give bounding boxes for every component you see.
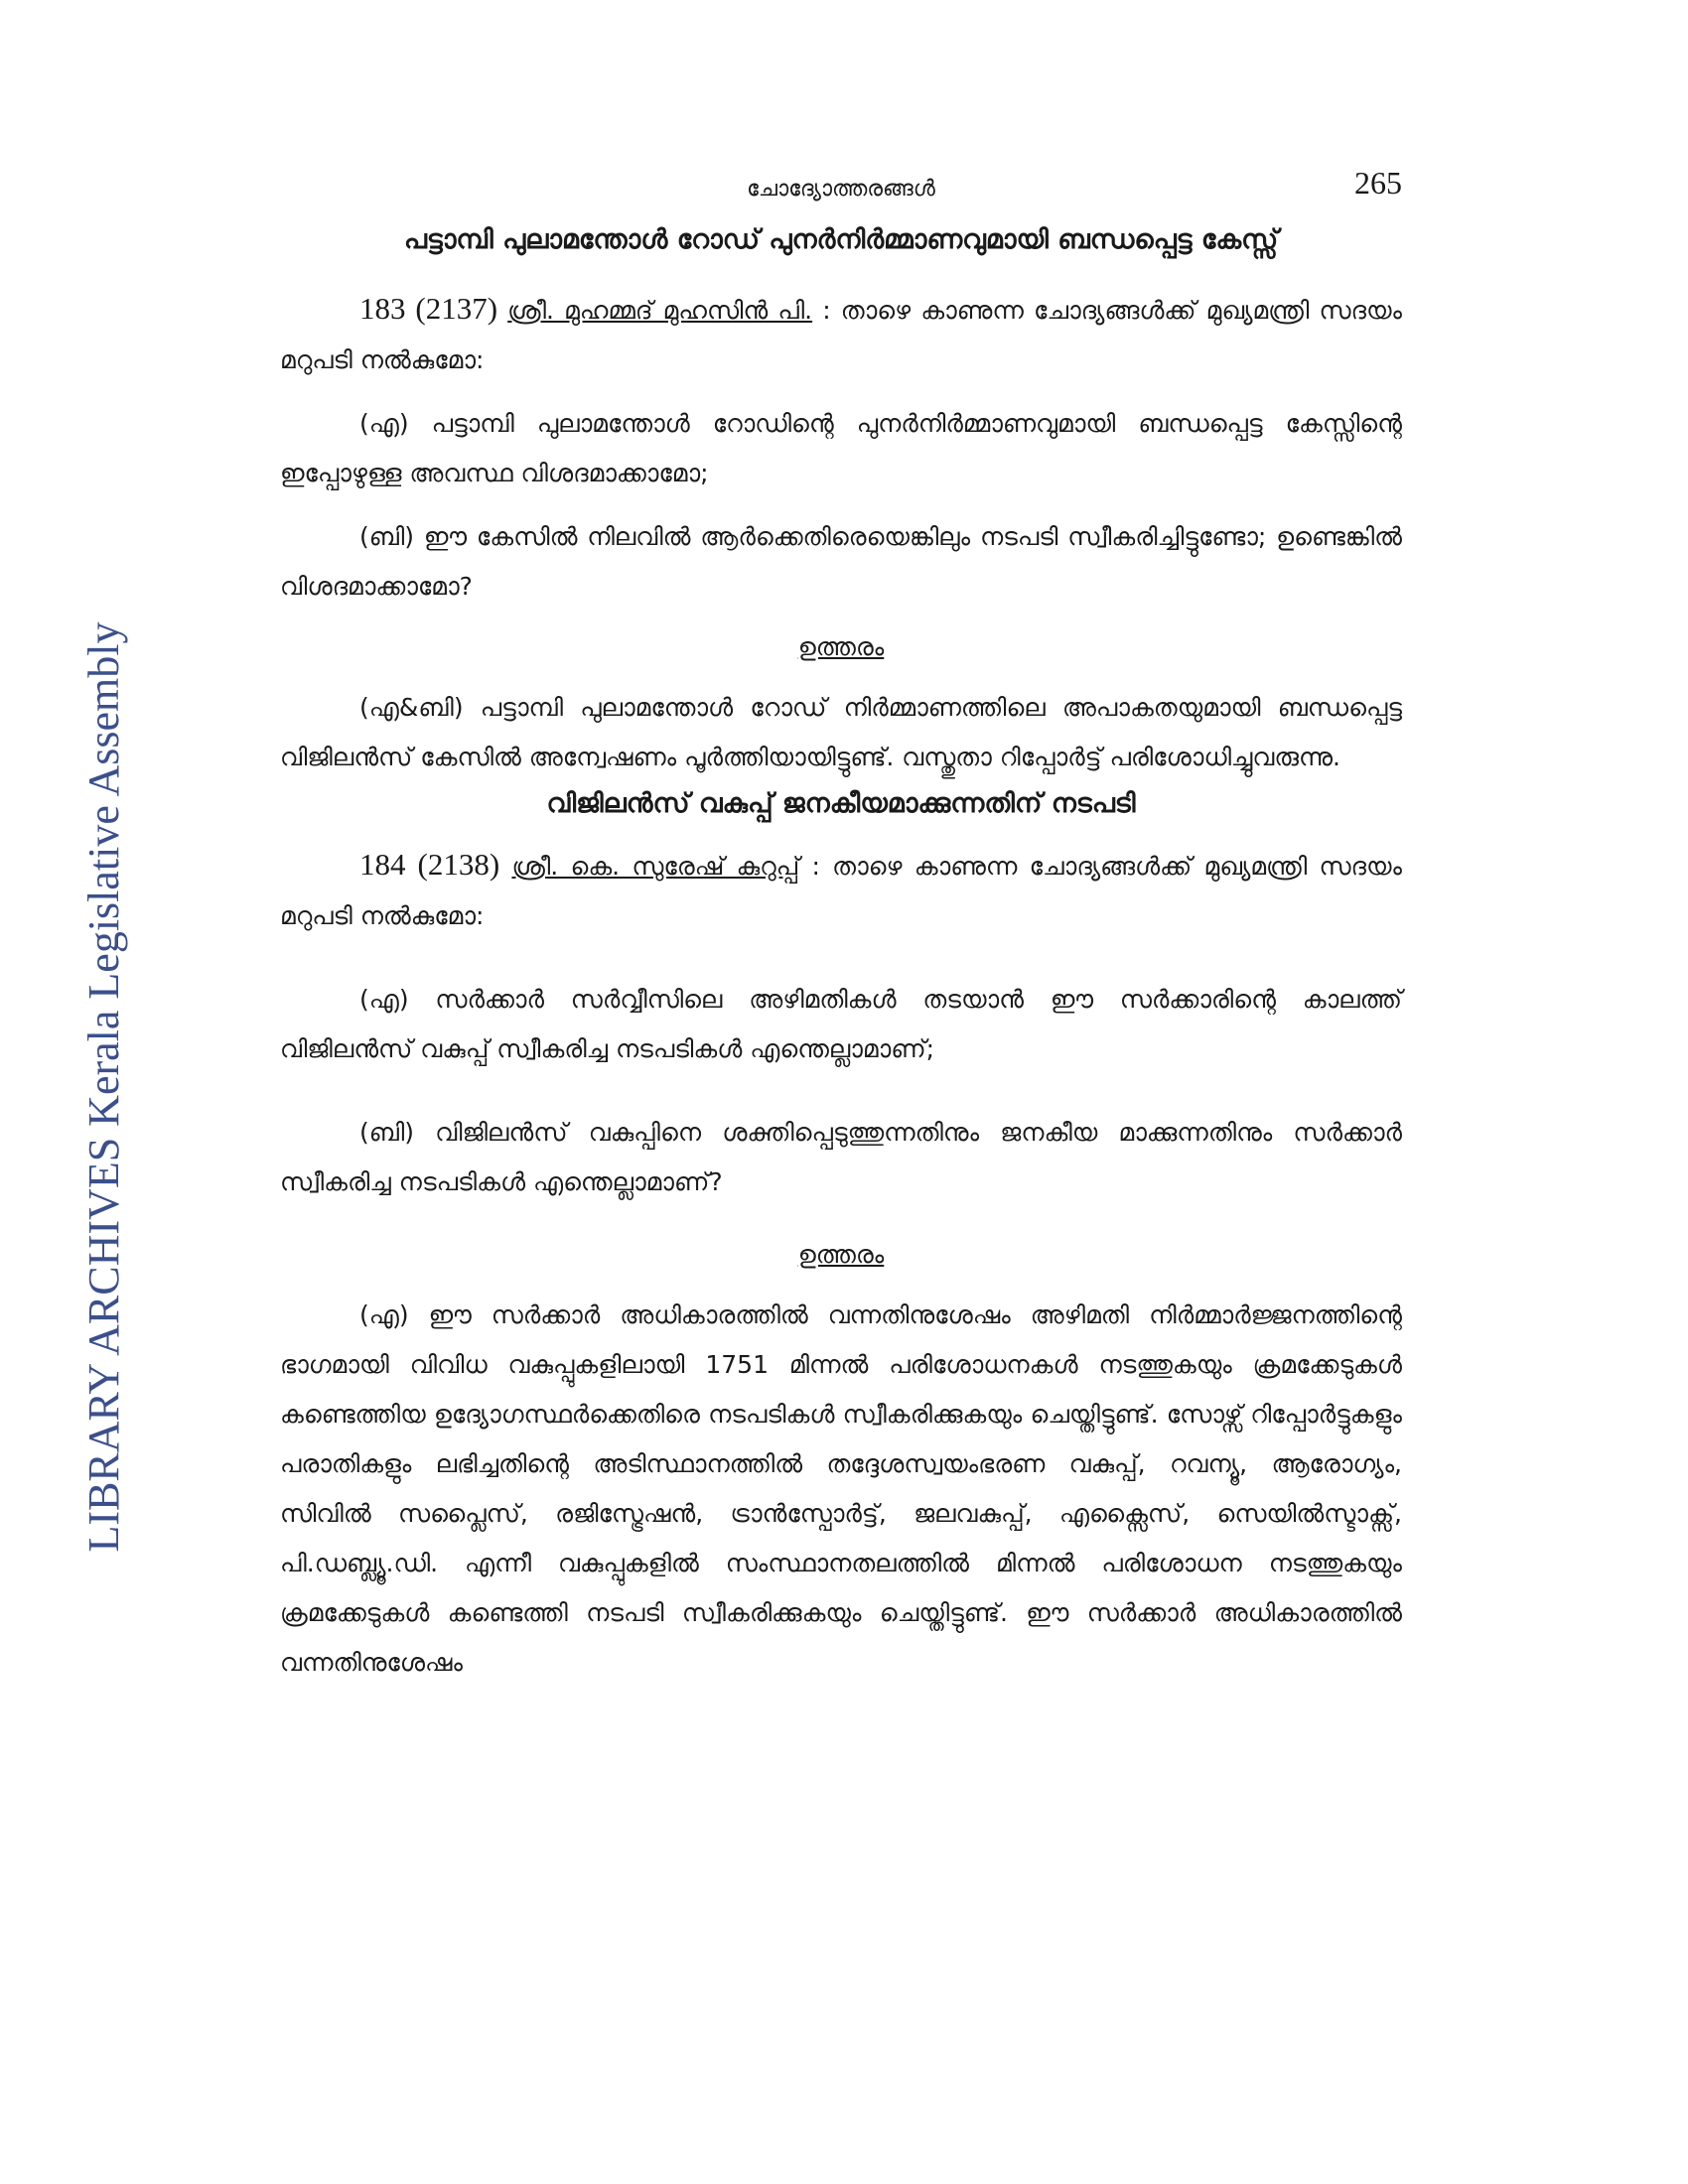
- question-intro: [280, 840, 1402, 941]
- question-heading: വിജിലൻസ് വകുപ്പ് ജനകീയമാക്കുന്നതിന് നടപടി: [546, 788, 1136, 819]
- running-title: ചോദ്യോത്തരങ്ങൾ: [747, 177, 935, 202]
- answer-label: ഉത്തരം: [797, 632, 885, 661]
- running-header: [280, 159, 1402, 218]
- archive-watermark: LIBRARY ARCHIVES Kerala Legislative Assembly: [79, 621, 128, 1553]
- member-name: ശ്രീ. കെ. സുരേഷ് കുറുപ്പ്: [511, 852, 800, 881]
- question-part-a: (എ) പട്ടാമ്പി പുലാമന്തോൾ റോഡിന്റെ പുനർനിർമ്മാണവുമായി ബന്ധപ്പെട്ട കേസ്സിന്റെ ഇപ്പോഴുള്ള അവസ്ഥ വിശദമാക്കാമോ;: [280, 409, 1402, 487]
- page-number: 265: [1354, 165, 1402, 201]
- answer-text: (എ) ഈ സർക്കാർ അധികാരത്തിൽ വന്നതിനുശേഷം അഴിമതി നിർമ്മാർജ്ജനത്തിന്റെ ഭാഗമായി വിവിധ വകുപ്പുകളിലായി 1751 മിന്നൽ പരിശോധനകൾ നടത്തുകയും ക്രമക്കേടുകൾ കണ്ടെത്തിയ ഉദ്യോഗസ്ഥർക്കെതിരെ നടപടികൾ സ്വീകരിക്കുകയും ചെയ്തിട്ടുണ്ട്. സോഴ്സ് റിപ്പോർട്ടുകളും പരാതികളും ലഭിച്ചതിന്റെ അടിസ്ഥാനത്തിൽ തദ്ദേശസ്വയംഭരണ വകുപ്പ്, റവന്യൂ, ആരോഗ്യം, സിവിൽ സപ്ലൈസ്, രജിസ്ട്രേഷൻ, ട്രാൻസ്പോർട്ട്, ജലവകുപ്പ്, എക്സൈസ്, സെയിൽസ്ടാക്സ്, പി.ഡബ്ല്യൂ.ഡി. എന്നീ വകുപ്പുകളിൽ സംസ്ഥാനതലത്തിൽ മിന്നൽ പരിശോധന നടത്തുകയും ക്രമക്കേടുകൾ കണ്ടെത്തി നടപടി സ്വീകരിക്കുകയും ചെയ്തിട്ടുണ്ട്. ഈ സർക്കാർ അധികാരത്തിൽ വന്നതിനുശേഷം: [280, 1300, 1402, 1677]
- answer-text: (എ&ബി) പട്ടാമ്പി പുലാമന്തോൾ റോഡ് നിർമ്മാണത്തിലെ അപാകതയുമായി ബന്ധപ്പെട്ട വിജിലൻസ് കേസിൽ അന്വേഷണം പൂർത്തിയായിട്ടുണ്ട്. വസ്തുതാ റിപ്പോർട്ട് പരിശോധിച്ചുവരുന്നു.: [280, 693, 1402, 771]
- question-intro: [280, 284, 1402, 385]
- question-part-b: (ബി) വിജിലൻസ് വകുപ്പിനെ ശക്തിപ്പെടുത്തുന്നതിനും ജനകീയ മാക്കുന്നതിനും സർക്കാർ സ്വീകരിച്ച നടപടികൾ എന്തെല്ലാമാണ്?: [280, 1118, 1402, 1196]
- document-page: [280, 159, 1402, 1688]
- question-part-a: (എ) സർക്കാർ സർവ്വീസിലെ അഴിമതികൾ തടയാൻ ഈ സർക്കാരിന്റെ കാലത്ത് വിജിലൻസ് വകുപ്പ് സ്വീകരിച്ച നടപടികൾ എന്തെല്ലാമാണ്;: [280, 985, 1402, 1063]
- question-intro-text: : താഴെ കാണുന്ന ചോദ്യങ്ങൾക്ക് മുഖ്യമന്ത്രി സദയം മറുപടി നൽകുമോ:: [280, 852, 1403, 930]
- member-name: ശ്രീ. മുഹമ്മദ് മുഹസിൻ പി.: [507, 296, 813, 325]
- question-number: 183 (2137): [359, 291, 498, 326]
- question-183: [280, 218, 1402, 782]
- question-intro-text: : താഴെ കാണുന്ന ചോദ്യങ്ങൾക്ക് മുഖ്യമന്ത്രി സദയം മറുപടി നൽകുമോ:: [280, 296, 1402, 374]
- question-heading: പട്ടാമ്പി പുലാമന്തോൾ റോഡ് പുനർനിർമ്മാണവുമായി ബന്ധപ്പെട്ട കേസ്സ്: [403, 224, 1279, 255]
- question-number: 184 (2138): [359, 847, 500, 882]
- question-part-b: (ബി) ഈ കേസിൽ നിലവിൽ ആർക്കെതിരെയെങ്കിലും നടപടി സ്വീകരിച്ചിട്ടുണ്ടോ; ഉണ്ടെങ്കിൽ വിശദമാക്കാമോ?: [280, 522, 1402, 601]
- question-184: [280, 782, 1402, 1688]
- answer-label: ഉത്തരം: [797, 1240, 885, 1269]
